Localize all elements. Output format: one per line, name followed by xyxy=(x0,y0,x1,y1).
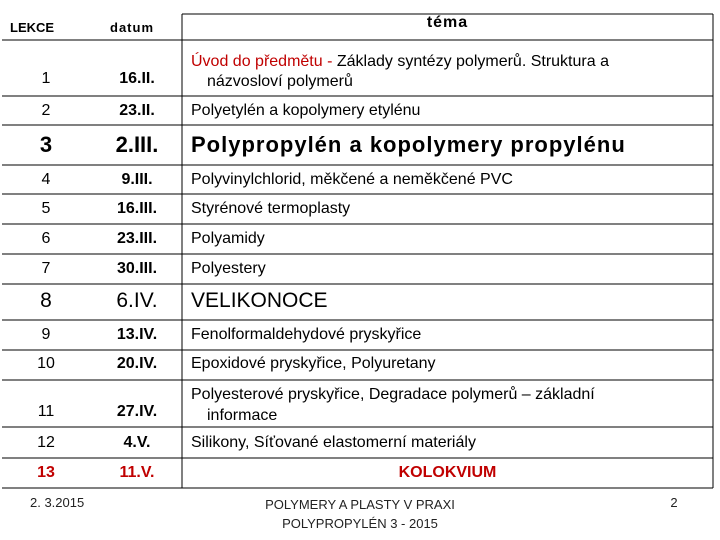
row-11-tema xyxy=(191,384,713,426)
row-5-tema: Styrénové termoplasty xyxy=(191,200,351,217)
header-tema: téma xyxy=(426,14,469,31)
row-4-tema: Polyvinylchlorid, měkčené a neměkčené PVC xyxy=(191,171,513,188)
row-11-tema-line2: informace xyxy=(207,407,278,424)
row-10-tema: Epoxidové pryskyřice, Polyuretany xyxy=(191,355,436,372)
row-12-tema: Silikony, Síťované elastomerní materiály xyxy=(191,434,476,451)
row-7-tema: Polyestery xyxy=(191,260,266,277)
row-6-tema: Polyamidy xyxy=(191,230,265,247)
row-13-lekce: 13 xyxy=(37,464,55,481)
footer-title-line1: POLYMERY A PLASTY V PRAXI xyxy=(265,497,455,512)
row-3-datum: 2.III. xyxy=(115,132,159,157)
row-1-tema xyxy=(191,52,713,92)
row-1-tema-separator: - xyxy=(322,53,337,70)
row-1-datum: 16.II. xyxy=(119,70,155,87)
footer-title xyxy=(210,495,510,533)
header-datum: datum xyxy=(110,19,154,35)
row-2-lekce: 2 xyxy=(41,102,51,119)
footer-title-line2: POLYPROPYLÉN 3 - 2015 xyxy=(282,516,438,531)
row-4-datum: 9.III. xyxy=(121,171,153,188)
footer-date: 2. 3.2015 xyxy=(30,495,85,510)
row-13-datum: 11.V. xyxy=(119,464,155,481)
row-5-datum: 16.III. xyxy=(116,200,158,217)
row-3-lekce: 3 xyxy=(39,132,53,157)
row-9-lekce: 9 xyxy=(41,326,51,343)
row-12-lekce: 12 xyxy=(37,434,55,451)
row-6-lekce: 6 xyxy=(41,230,51,247)
row-11-datum: 27.IV. xyxy=(116,403,158,420)
row-1-tema-line1: Základy syntézy polymerů. Struktura a xyxy=(336,53,609,70)
row-1-lekce: 1 xyxy=(41,70,51,87)
row-13-tema: KOLOKVIUM xyxy=(398,464,497,481)
row-11-lekce: 11 xyxy=(37,403,55,420)
footer-page-number: 2 xyxy=(670,495,678,510)
row-7-datum: 30.III. xyxy=(116,260,158,277)
row-12-datum: 4.V. xyxy=(123,434,151,451)
row-10-datum: 20.IV. xyxy=(116,355,158,372)
row-8-lekce: 8 xyxy=(40,289,52,312)
row-10-lekce: 10 xyxy=(37,355,55,372)
row-9-datum: 13.IV. xyxy=(116,326,158,343)
row-8-datum: 6.IV. xyxy=(116,289,158,312)
row-2-datum: 23.II. xyxy=(119,102,155,119)
row-8-tema: VELIKONOCE xyxy=(191,289,328,312)
row-6-datum: 23.III. xyxy=(116,230,158,247)
row-5-lekce: 5 xyxy=(41,200,51,217)
row-3-tema: Polypropylén a kopolymery propylénu xyxy=(191,132,626,157)
row-4-lekce: 4 xyxy=(41,171,51,188)
row-1-tema-prefix: Úvod do předmětu xyxy=(191,53,323,70)
row-9-tema: Fenolformaldehydové pryskyřice xyxy=(191,326,422,343)
row-7-lekce: 7 xyxy=(41,260,51,277)
header-lekce: LEKCE xyxy=(10,19,55,35)
row-1-tema-line2: názvosloví polymerů xyxy=(207,73,353,90)
row-2-tema: Polyetylén a kopolymery etylénu xyxy=(191,102,421,119)
row-11-tema-line1: Polyesterové pryskyřice, Degradace polymerů – základní xyxy=(191,386,595,403)
